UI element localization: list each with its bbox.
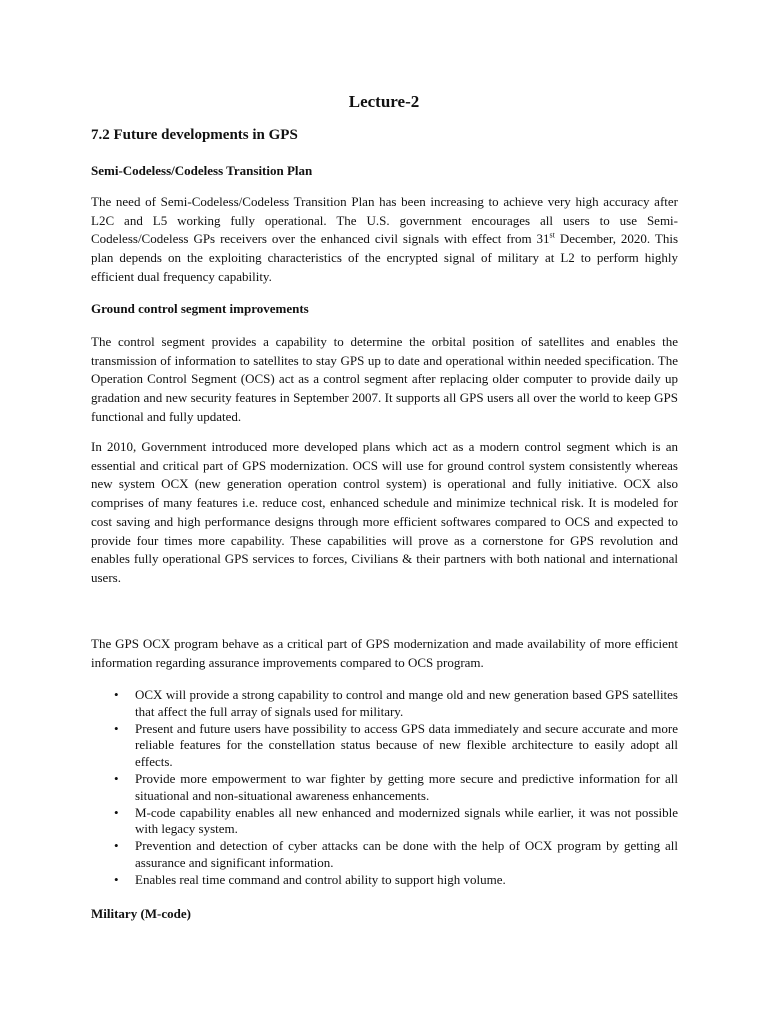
ocx-benefits-list bbox=[91, 687, 678, 889]
paragraph-transition-plan-part1: The need of Semi-Codeless/Codeless Transition Plan has been increasing to achieve very high accuracy after L2C and L5 working fully operational. The U.S. government encourages all users to use Semi-Codeless/Codeless GPs receivers over the enhanced civil signals with effect from 31 bbox=[91, 194, 678, 247]
list-item: • Present and future users have possibility to access GPS data immediately and secure accurate and more reliable features for the constellation status because of new flexible architecture to easily adopt all effects. bbox=[91, 721, 678, 771]
list-item: • OCX will provide a strong capability to control and mange old and new generation based GPS satellites that affect the full array of signals used for military. bbox=[91, 687, 678, 721]
subheading-transition-plan: Semi-Codeless/Codeless Transition Plan bbox=[91, 163, 313, 178]
paragraph-ocx-program: The GPS OCX program behave as a critical part of GPS modernization and made availability of more efficient information regarding assurance improvements compared to OCS program. bbox=[91, 636, 678, 670]
section-heading: 7.2 Future developments in GPS bbox=[91, 127, 298, 143]
subheading-ground-control: Ground control segment improvements bbox=[91, 301, 309, 316]
paragraph-control-segment: The control segment provides a capability to determine the orbital position of satellites and enables the transmission of information to satellites to stay GPS up to date and operational within needed specification. The Operation Control Segment (OCS) act as a control segment after replacing older computer to provide daily up gradation and new security features in September 2007. It supports all GPS users all over the world to keep GPS functional and fully updated. bbox=[91, 334, 678, 424]
list-item: • M-code capability enables all new enhanced and modernized signals while earlier, it was not possible with legacy system. bbox=[91, 805, 678, 839]
list-item: • Provide more empowerment to war fighter by getting more secure and predictive information for all situational and non-situational awareness enhancements. bbox=[91, 771, 678, 805]
subheading-military-m-code: Military (M-code) bbox=[91, 906, 191, 921]
paragraph-transition-plan bbox=[91, 193, 678, 287]
ordinal-superscript: st bbox=[549, 231, 555, 241]
list-item: • Enables real time command and control ability to support high volume. bbox=[91, 872, 678, 889]
paragraph-transition-plan-part2: December, 2020. This plan depends on the exploiting characteristics of the encrypted signal of military at L2 to perform highly efficient dual frequency capability. bbox=[91, 231, 679, 284]
lecture-title: Lecture-2 bbox=[348, 92, 420, 111]
paragraph-ocx-2010: In 2010, Government introduced more developed plans which act as a modern control segment which is an essential and critical part of GPS modernization. OCS will use for ground control system consistently whereas new system OCX (new generation operation control system) is operational and fully initiative. OCX also comprises of many features i.e. reduce cost, enhanced schedule and minimize technical risk. It is modeled for cost saving and high performance designs through more efficient softwares compared to OCS and expected to provide four times more capability. These capabilities will prove as a cornerstone for GPS revolution and enables fully operational GPS services to forces, Civilians & their partners with both national and international users. bbox=[91, 439, 678, 585]
list-item: • Prevention and detection of cyber attacks can be done with the help of OCX program by getting all assurance and significant information. bbox=[91, 838, 678, 872]
